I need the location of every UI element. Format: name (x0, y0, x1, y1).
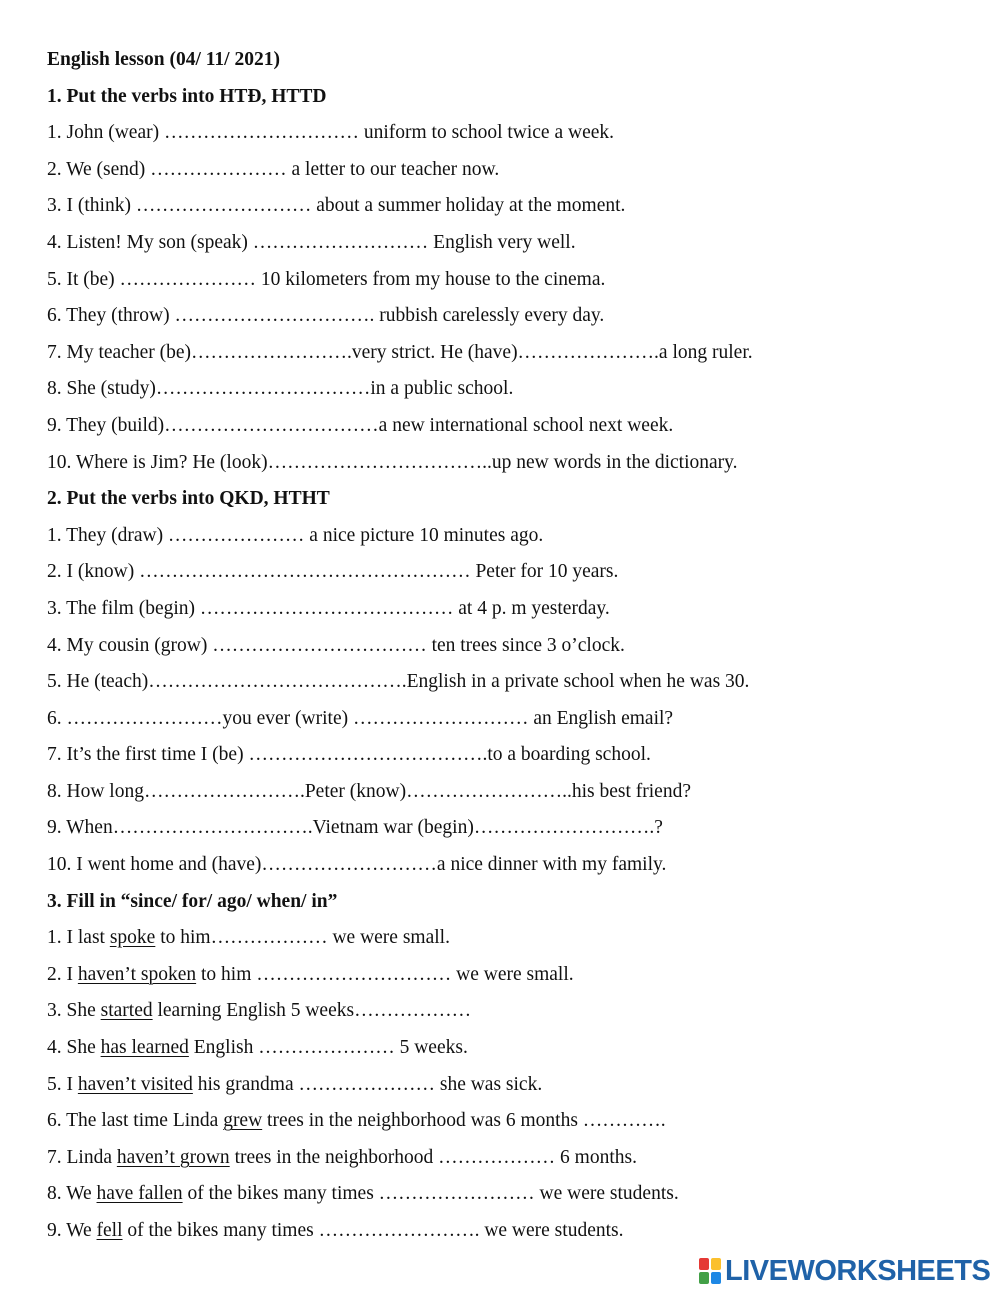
exercise-item (47, 957, 967, 994)
exercise-item (47, 1067, 967, 1104)
logo-square-green (699, 1272, 709, 1284)
underlined-verb: spoke (109, 927, 156, 949)
section-heading: 1. Put the verbs into HTĐ, HTTD (47, 85, 327, 107)
exercise-item (47, 920, 967, 957)
item-text: his grandma ………………… she was sick. (192, 1073, 543, 1095)
item-text: 8. How long…………………….Peter (know)……………………..his best friend? (47, 780, 691, 802)
item-text: 6. The last time Linda (47, 1110, 224, 1132)
item-text: 3. The film (begin) ………………………………… at 4 p. m yesterday. (47, 597, 610, 619)
item-text: 9. When………………………….Vietnam war (begin)……………………….? (47, 817, 663, 839)
exercise-item (47, 701, 967, 738)
item-text: 5. It (be) ………………… 10 kilometers from my house to the cinema. (47, 268, 606, 290)
item-text: 10. Where is Jim? He (look)……………………………..up new words in the dictionary. (47, 451, 738, 473)
item-text: 5. I (47, 1073, 78, 1095)
item-text: 4. My cousin (grow) …………………………… ten trees since 3 o’clock. (47, 634, 625, 656)
item-text: 1. I last (47, 927, 110, 949)
exercise-item (47, 591, 967, 628)
underlined-verb: haven’t visited (77, 1073, 193, 1095)
item-text: 4. Listen! My son (speak) ……………………… English very well. (47, 231, 576, 253)
underlined-verb: haven’t spoken (77, 963, 197, 985)
exercise-item (47, 152, 967, 189)
item-text: to him……………… we were small. (155, 927, 450, 949)
exercise-item (47, 628, 967, 665)
underlined-verb: haven’t grown (116, 1146, 230, 1168)
item-text: 1. They (draw) ………………… a nice picture 10 minutes ago. (47, 524, 544, 546)
underlined-verb: grew (223, 1110, 263, 1132)
logo-icon (699, 1258, 721, 1284)
item-text: 7. It’s the first time I (be) ……………………………….to a boarding school. (47, 744, 651, 766)
item-text: 3. I (think) ……………………… about a summer holiday at the moment. (47, 195, 626, 217)
exercise-item (47, 664, 967, 701)
liveworksheets-logo (699, 1254, 990, 1288)
item-text: 6. They (throw) …………………………. rubbish carelessly every day. (47, 305, 605, 327)
section-heading: 3. Fill in “since/ for/ ago/ when/ in” (47, 890, 338, 912)
item-text: 9. We (47, 1220, 97, 1241)
item-text: to him ………………………… we were small. (196, 963, 574, 985)
item-text: trees in the neighborhood ……………… 6 months. (229, 1146, 637, 1168)
item-text: 8. We (47, 1183, 97, 1205)
exercise-item (47, 774, 967, 811)
exercise-item (47, 1030, 967, 1067)
underlined-verb: fell (96, 1220, 123, 1241)
exercise-item (47, 518, 967, 555)
item-text: 5. He (teach)………………………………….English in a private school when he was 30. (47, 671, 750, 693)
page-title: English lesson (04/ 11/ 2021) (47, 49, 280, 70)
item-text: 6. ……………………you ever (write) ……………………… an English email? (47, 707, 674, 729)
underlined-verb: started (100, 1000, 153, 1022)
exercise-item (47, 554, 967, 591)
item-text: 7. Linda (47, 1146, 117, 1168)
item-text: 7. My teacher (be)…………………….very strict. He (have)………………….a long ruler. (47, 341, 753, 363)
exercise-item (47, 1176, 967, 1213)
exercise-item (47, 262, 967, 299)
exercise-item (47, 188, 967, 225)
section-heading: 2. Put the verbs into QKD, HTHT (47, 488, 330, 510)
item-text: 2. I (know) …………………………………………… Peter for 10 years. (47, 561, 619, 583)
exercise-item (47, 335, 967, 372)
item-text: 4. She (47, 1037, 101, 1059)
exercise-item (47, 225, 967, 262)
item-text: 8. She (study)……………………………in a public school. (47, 378, 514, 400)
exercise-sections (47, 79, 967, 1250)
item-text: 1. John (wear) ………………………… uniform to school twice a week. (47, 122, 615, 144)
exercise-item (47, 408, 967, 445)
item-text: of the bikes many times ……………………. we were students. (122, 1220, 624, 1241)
exercise-item (47, 1103, 967, 1140)
logo-text: LIVEWORKSHEETS (725, 1255, 991, 1287)
logo-square-yellow (711, 1258, 721, 1270)
exercise-item (47, 445, 967, 482)
exercise-item (47, 1213, 967, 1250)
exercise-item (47, 1140, 967, 1177)
item-text: English ………………… 5 weeks. (188, 1037, 468, 1059)
item-text: 2. We (send) ………………… a letter to our teacher now. (47, 158, 500, 180)
logo-square-blue (711, 1272, 721, 1284)
item-text: of the bikes many times …………………… we were students. (182, 1183, 679, 1205)
item-text: trees in the neighborhood was 6 months …………. (262, 1110, 666, 1132)
exercise-item (47, 993, 967, 1030)
logo-square-red (699, 1258, 709, 1270)
underlined-verb: has learned (100, 1037, 189, 1059)
worksheet (47, 42, 967, 1250)
exercise-item (47, 847, 967, 884)
exercise-item (47, 298, 967, 335)
underlined-verb: have fallen (96, 1183, 183, 1205)
item-text: 3. She (47, 1000, 101, 1022)
exercise-item (47, 737, 967, 774)
exercise-item (47, 810, 967, 847)
item-text: 10. I went home and (have)………………………a nice dinner with my family. (47, 854, 667, 876)
item-text: 2. I (47, 963, 78, 985)
item-text: 9. They (build)……………………………a new international school next week. (47, 414, 674, 436)
exercise-item (47, 115, 967, 152)
exercise-item (47, 371, 967, 408)
item-text: learning English 5 weeks……………… (152, 1000, 472, 1022)
